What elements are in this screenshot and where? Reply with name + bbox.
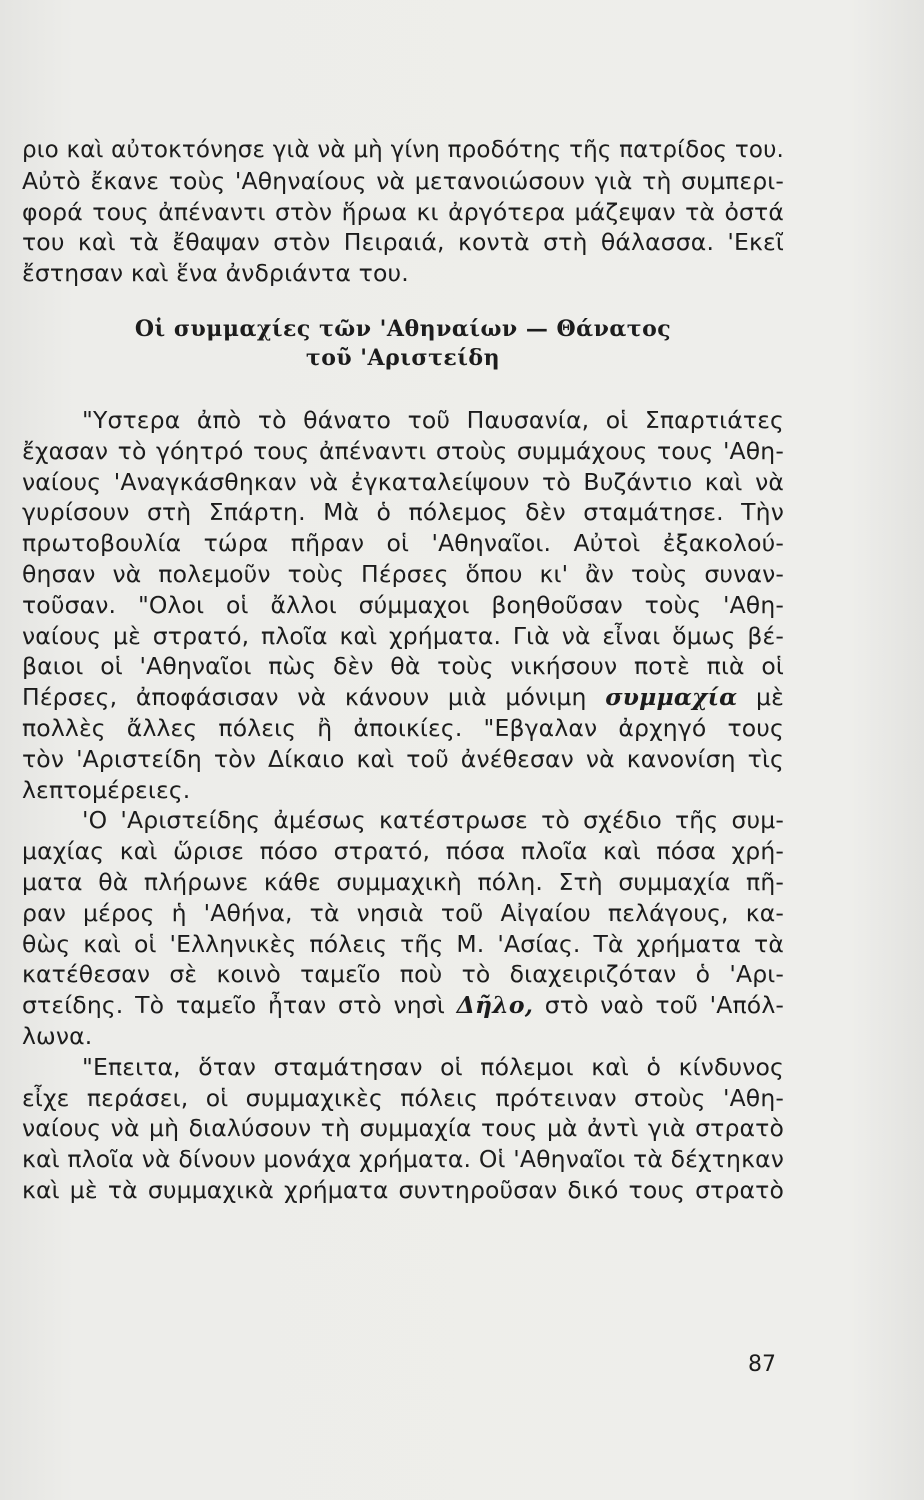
- text-line: ματα θὰ πλήρωνε κάθε συμμαχικὴ πόλη. Στὴ συμμαχία πῆ-: [22, 867, 784, 896]
- text-fragment: στὸ ναὸ τοῦ 'Απόλ-: [533, 991, 785, 1020]
- text-line: [22, 682, 784, 713]
- text-line: θὼς καὶ οἱ 'Ελληνικὲς πόλεις τῆς Μ. 'Ασίας. Τὰ χρήματα τὰ: [22, 929, 784, 958]
- text-fragment: μὲ: [737, 683, 784, 712]
- text-line: ναίους νὰ μὴ διαλύσουν τὴ συμμαχία τους μὰ ἀντὶ γιὰ στρατὸ: [22, 1114, 784, 1143]
- text-fragment: στείδης. Τὸ ταμεῖο ἦταν στὸ νησὶ: [22, 991, 445, 1020]
- text-line: βαιοι οἱ 'Αθηναῖοι πὼς δὲν θὰ τοὺς νικήσουν ποτὲ πιὰ οἱ: [22, 652, 784, 681]
- text-line: 'Ο 'Αριστείδης ἀμέσως κατέστρωσε τὸ σχέδιο τῆς συμ-: [82, 806, 784, 835]
- text-line: "Επειτα, ὅταν σταμάτησαν οἱ πόλεμοι καὶ ὁ κίνδυνος: [82, 1052, 784, 1081]
- text-line: κατέθεσαν σὲ κοινὸ ταμεῖο ποὺ τὸ διαχειριζόταν ὁ 'Αρι-: [22, 960, 784, 989]
- text-line: γυρίσουν στὴ Σπάρτη. Μὰ ὁ πόλεμος δὲν σταμάτησε. Τὴν: [22, 498, 784, 527]
- text-line: εἶχε περάσει, οἱ συμμαχικὲς πόλεις πρότειναν στοὺς 'Αθη-: [22, 1083, 784, 1112]
- text-line: καὶ πλοῖα νὰ δίνουν μονάχα χρήματα. Οἱ 'Αθηναῖοι τὰ δέχτηκαν: [22, 1145, 784, 1174]
- text-fragment: Πέρσες, ἀποφάσισαν νὰ κάνουν μιὰ μόνιμη: [22, 683, 587, 712]
- section-heading: [22, 315, 784, 373]
- text-line: Αὐτὸ ἔκανε τοὺς 'Αθηναίους νὰ μετανοιώσουν γιὰ τὴ συμπερι-: [22, 166, 784, 195]
- text-line: μαχίας καὶ ὥρισε πόσο στρατό, πόσα πλοῖα καὶ πόσα χρή-: [22, 837, 784, 866]
- body-text: [22, 135, 784, 1206]
- section-heading-line-1: Οἱ συμμαχίες τῶν 'Αθηναίων — Θάνατος: [134, 315, 672, 342]
- text-line: τὸν 'Αριστείδη τὸν Δίκαιο καὶ τοῦ ἀνέθεσαν νὰ κανονίση τὶς: [22, 744, 784, 773]
- text-line: ναίους 'Αναγκάσθηκαν νὰ ἐγκαταλείψουν τὸ Βυζάντιο καὶ νὰ: [22, 467, 784, 496]
- text-line: πολλὲς ἄλλες πόλεις ἢ ἀποικίες. "Εβγαλαν ἀρχηγό τους: [22, 713, 784, 742]
- emphasized-term: Δῆλο,: [456, 991, 534, 1020]
- page-number: 87: [748, 1352, 776, 1377]
- text-line: ραν μέρος ἡ 'Αθήνα, τὰ νησιὰ τοῦ Αἰγαίου πελάγους, κα-: [22, 898, 784, 927]
- section-heading-line-2: τοῦ 'Αριστείδη: [305, 344, 501, 371]
- text-line: ἔχασαν τὸ γόητρό τους ἀπέναντι στοὺς συμμάχους τους 'Αθη-: [22, 436, 784, 465]
- text-line: του καὶ τὰ ἔθαψαν στὸν Πειραιά, κοντὰ στὴ θάλασσα. 'Εκεῖ: [22, 228, 784, 257]
- text-line: "Υστερα ἀπὸ τὸ θάνατο τοῦ Παυσανία, οἱ Σπαρτιάτες: [82, 405, 784, 434]
- text-line: θησαν νὰ πολεμοῦν τοὺς Πέρσες ὅπου κι' ἂν τοὺς συναν-: [22, 559, 784, 588]
- text-line: τοῦσαν. "Ολοι οἱ ἄλλοι σύμμαχοι βοηθοῦσαν τοὺς 'Αθη-: [22, 590, 784, 619]
- emphasized-term: συμμαχία: [605, 683, 738, 712]
- text-line: φορά τους ἀπέναντι στὸν ἥρωα κι ἀργότερα μάζεψαν τὰ ὀστά: [22, 197, 784, 226]
- text-line: ναίους μὲ στρατό, πλοῖα καὶ χρήματα. Γιὰ νὰ εἶναι ὅμως βέ-: [22, 621, 784, 650]
- text-line: πρωτοβουλία τώρα πῆραν οἱ 'Αθηναῖοι. Αὐτοὶ ἐξακολού-: [22, 529, 784, 558]
- text-line: λωνα.: [22, 1021, 93, 1050]
- text-line: ἔστησαν καὶ ἕνα ἀνδριάντα του.: [22, 259, 409, 288]
- text-line: [22, 990, 784, 1021]
- text-line: ριο καὶ αὐτοκτόνησε γιὰ νὰ μὴ γίνη προδότης τῆς πατρίδος του.: [22, 137, 784, 163]
- text-line: λεπτομέρειες.: [22, 775, 191, 804]
- text-line: καὶ μὲ τὰ συμμαχικὰ χρήματα συντηροῦσαν δικό τους στρατὸ: [22, 1175, 784, 1204]
